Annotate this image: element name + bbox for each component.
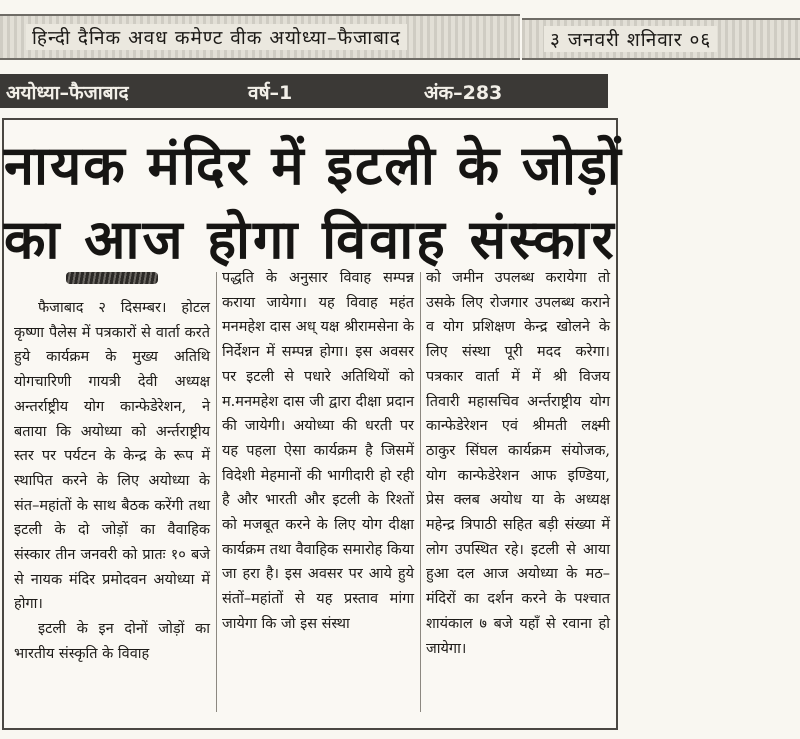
news-article	[2, 118, 623, 730]
info-place: अयोध्या–फैजाबाद	[6, 82, 129, 104]
info-issue: अंक–283	[424, 82, 503, 104]
masthead-date: ३ जनवरी शनिवार ०६	[544, 26, 717, 52]
article-column-3	[426, 266, 610, 661]
masthead-right-strip	[522, 18, 800, 60]
article-paragraph: फैजाबाद २ दिसम्बर। होटल कृष्णा पैलेस में पत्रकारों से वार्ता करते हुये कार्यक्रम के मुख्य अतिथि योगचारिणी गायत्री देवी अध्यक्ष अन्तर्राष्ट्रीय योग कान्फेडेरेशन, ने बताया कि अयोध्या को अर्न्तराष्ट्रीय स्तर पर पर्यटन के केन्द्र के रूप में स्थापित करने के लिए अयोध्या के संत–महांतों के साथ बैठक करेंगी तथा इटली के दो जोड़ों का वैवाहिक संस्कार तीन जनवरी को प्रातः १० बजे से नायक मंदिर प्रमोदवन अयोध्या में होगा।	[14, 300, 210, 613]
redacted-byline	[66, 272, 158, 284]
masthead-title: हिन्दी दैनिक अवध कमेण्ट वीक अयोध्या–फैजाबाद	[26, 24, 407, 50]
article-paragraph: पद्धति के अनुसार विवाह सम्पन्न कराया जायेगा। यह विवाह महंत मनमहेश दास अध् यक्ष श्रीरामसेना के निर्देशन में सम्पन्न होगा। इस अवसर पर इटली से पधारे अतिथियों को म.मनमहेश दास जी द्वारा दीक्षा प्रदान की जायेगी। अयोध्या की धरती पर यह पहला ऐसा कार्यक्रम है जिसमें विदेशी मेहमानों की भागीदारी हो रही है और भारती और इटली के रिश्तों को मजबूत करने के लिए योग दीक्षा कार्यक्रम तथा वैवाहिक समारोह किया जा हरा है। इस अवसर पर आये हुये संतों–महांतों से यह प्रस्ताव मांगा जायेगा कि जो इस संस्था	[222, 270, 414, 632]
info-bar	[0, 74, 608, 108]
masthead-left-strip	[0, 14, 520, 60]
headline-line-1: नायक मंदिर में इटली के जोड़ों	[4, 134, 623, 197]
column-divider	[420, 272, 421, 712]
info-year: वर्ष–1	[248, 82, 293, 104]
article-column-1	[14, 296, 210, 667]
headline-line-2: का आज होगा विवाह संस्कार	[4, 208, 617, 271]
article-paragraph: इटली के इन दोनों जोड़ों का भारतीय संस्कृति के विवाह	[14, 621, 210, 662]
article-paragraph: को जमीन उपलब्ध करायेगा तो उसके लिए रोजगार उपलब्ध कराने व योग प्रशिक्षण केन्द्र खोलने के लिए संस्था पूरी मदद करेगा। पत्रकार वार्ता में में श्री विजय तिवारी महासचिव अर्न्तराष्ट्रीय योग कान्फेडेरेशन एवं श्रीमती लक्ष्मी ठाकुर सिंघल कार्यक्रम संयोजक, योग कान्फेडेरेशन आफ इण्डिया, प्रेस क्लब अयोध या के अध्यक्ष महेन्द्र त्रिपाठी सहित बड़ी संख्या में लोग उपस्थित रहे। इटली से आया हुआ दल आज अयोध्या के मठ–मंदिरों का दर्शन करने के पश्चात शायंकाल ७ बजे यहाँ से रवाना हो जायेगा।	[426, 270, 610, 657]
column-divider	[216, 272, 217, 712]
article-column-2	[222, 266, 414, 637]
